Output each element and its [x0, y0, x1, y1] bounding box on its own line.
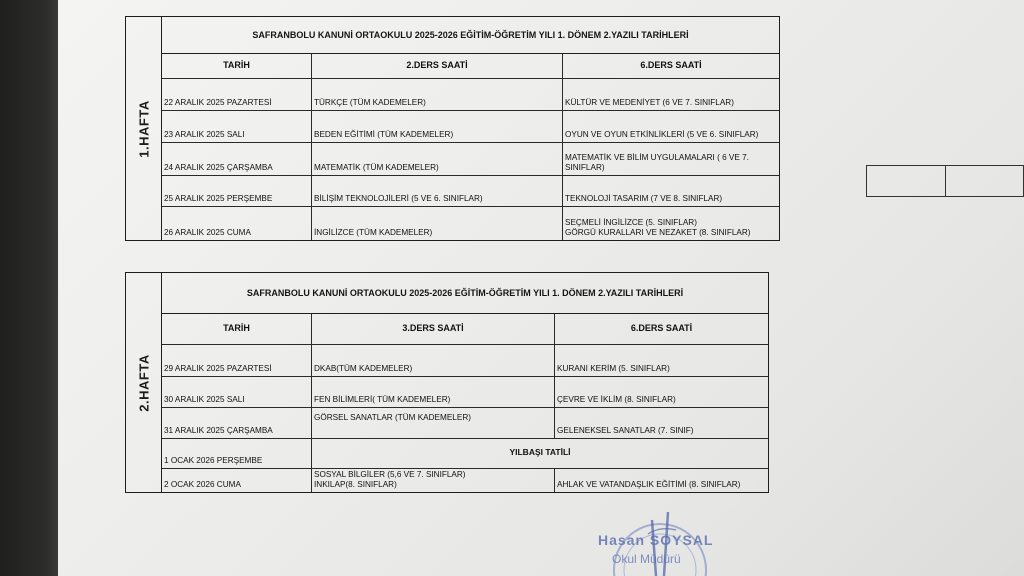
week2-label-column: [126, 273, 162, 492]
week2-header-row: [162, 314, 768, 345]
exam-cell: [563, 176, 779, 206]
week1-label-column: [126, 17, 162, 240]
exam-cell: BEDEN EĞİTİMİ (TÜM KADEMELER): [312, 111, 563, 142]
header-period-6: 6.DERS SAATİ: [640, 60, 702, 70]
exam-cell: MATEMATİK (TÜM KADEMELER): [312, 143, 563, 175]
exam-cell: ÇEVRE VE İKLİM (8. SINIFLAR): [557, 395, 676, 404]
holiday-cell: YILBAŞI TATİLİ: [509, 447, 571, 457]
date-cell: 1 OCAK 2026 PERŞEMBE: [162, 439, 312, 468]
exam-cell: KURANI KERİM (5. SINIFLAR): [557, 364, 670, 373]
date-cell: 2 OCAK 2026 CUMA: [162, 469, 312, 492]
stamp-role: Okul Müdürü: [612, 552, 681, 566]
exam-cell: DKAB(TÜM KADEMELER): [312, 345, 555, 376]
table-row: [162, 207, 779, 240]
exam-cell: GÖRSEL SANATLAR (TÜM KADEMELER): [312, 408, 555, 438]
exam-cell: [563, 79, 779, 110]
week2-schedule-table: [125, 272, 769, 493]
exam-cell: [563, 143, 779, 175]
exam-cell: AHLAK VE VATANDAŞLIK EĞİTİMİ (8. SINIFLAR): [557, 480, 741, 489]
exam-cell: [563, 207, 779, 240]
exam-cell: GELENEKSEL SANATLAR (7. SINIF): [557, 426, 694, 435]
exam-cell: FEN BİLİMLERİ( TÜM KADEMELER): [312, 377, 555, 407]
date-cell: 24 ARALIK 2025 ÇARŞAMBA: [162, 143, 312, 175]
table-row: [162, 377, 768, 408]
cut-off-table-fragment: [866, 165, 1024, 197]
table-row: [162, 143, 779, 176]
exam-text-cont: INKILAP(8. SINIFLAR): [314, 480, 397, 489]
week1-header-row: [162, 54, 779, 79]
exam-cell: [563, 111, 779, 142]
table-row: [162, 469, 768, 492]
week1-grid: [162, 17, 779, 240]
exam-cell: İNGİLİZCE (TÜM KADEMELER): [312, 207, 563, 240]
header-period-6: 6.DERS SAATİ: [630, 323, 693, 333]
header-date: TARİH: [162, 314, 312, 344]
date-cell: 31 ARALIK 2025 ÇARŞAMBA: [162, 408, 312, 438]
table-row: [162, 439, 768, 469]
exam-cell: [312, 469, 555, 492]
table-row: [162, 176, 779, 207]
exam-cell: TÜRKÇE (TÜM KADEMELER): [312, 79, 563, 110]
date-cell: 23 ARALIK 2025 SALI: [162, 111, 312, 142]
exam-text: OYUN VE OYUN ETKİNLİKLERİ (5 VE 6. SINIFLAR): [565, 130, 759, 139]
table-row: [162, 408, 768, 439]
date-cell: 29 ARALIK 2025 PAZARTESİ: [162, 345, 312, 376]
table-row: [162, 79, 779, 111]
exam-text-cont: GÖRGÜ KURALLARI VE NEZAKET (8. SINIFLAR): [565, 228, 751, 237]
week1-schedule-table: [125, 16, 780, 241]
week2-grid: [162, 273, 768, 492]
date-cell: 25 ARALIK 2025 PERŞEMBE: [162, 176, 312, 206]
header-period-2: 2.DERS SAATİ: [312, 54, 563, 78]
exam-text-cont: SINIFLAR): [565, 163, 605, 172]
date-cell: 26 ARALIK 2025 CUMA: [162, 207, 312, 240]
date-cell: 30 ARALIK 2025 SALI: [162, 377, 312, 407]
week2-label: 2.HAFTA: [136, 353, 151, 412]
week2-title: SAFRANBOLU KANUNİ ORTAOKULU 2025-2026 EĞİTİM-ÖĞRETİM YILI 1. DÖNEM 2.YAZILI TARİHLERİ: [162, 273, 768, 314]
background-edge: [0, 0, 58, 576]
exam-text: TEKNOLOJİ TASARIM (7 VE 8. SINIFLAR): [565, 194, 723, 203]
exam-text: SEÇMELİ İNGİLİZCE (5. SINIFLAR): [565, 218, 697, 227]
exam-text: KÜLTÜR VE MEDENİYET (6 VE 7. SINIFLAR): [565, 98, 734, 107]
exam-cell: BİLİŞİM TEKNOLOJİLERİ (5 VE 6. SINIFLAR): [312, 176, 563, 206]
header-date: TARİH: [162, 54, 312, 78]
week1-label: 1.HAFTA: [136, 99, 151, 158]
table-row: [162, 345, 768, 377]
table-row: [162, 111, 779, 143]
date-cell: 22 ARALIK 2025 PAZARTESİ: [162, 79, 312, 110]
week1-title: SAFRANBOLU KANUNİ ORTAOKULU 2025-2026 EĞİTİM-ÖĞRETİM YILI 1. DÖNEM 2.YAZILI TARİHLERİ: [162, 17, 779, 54]
exam-text: MATEMATİK VE BİLİM UYGULAMALARI ( 6 VE 7.: [565, 153, 749, 162]
exam-text: SOSYAL BİLGİLER (5,6 VE 7. SINIFLAR): [314, 470, 466, 479]
stamp-name: Hasan SOYSAL: [598, 532, 714, 548]
header-period-3: 3.DERS SAATİ: [312, 314, 555, 344]
